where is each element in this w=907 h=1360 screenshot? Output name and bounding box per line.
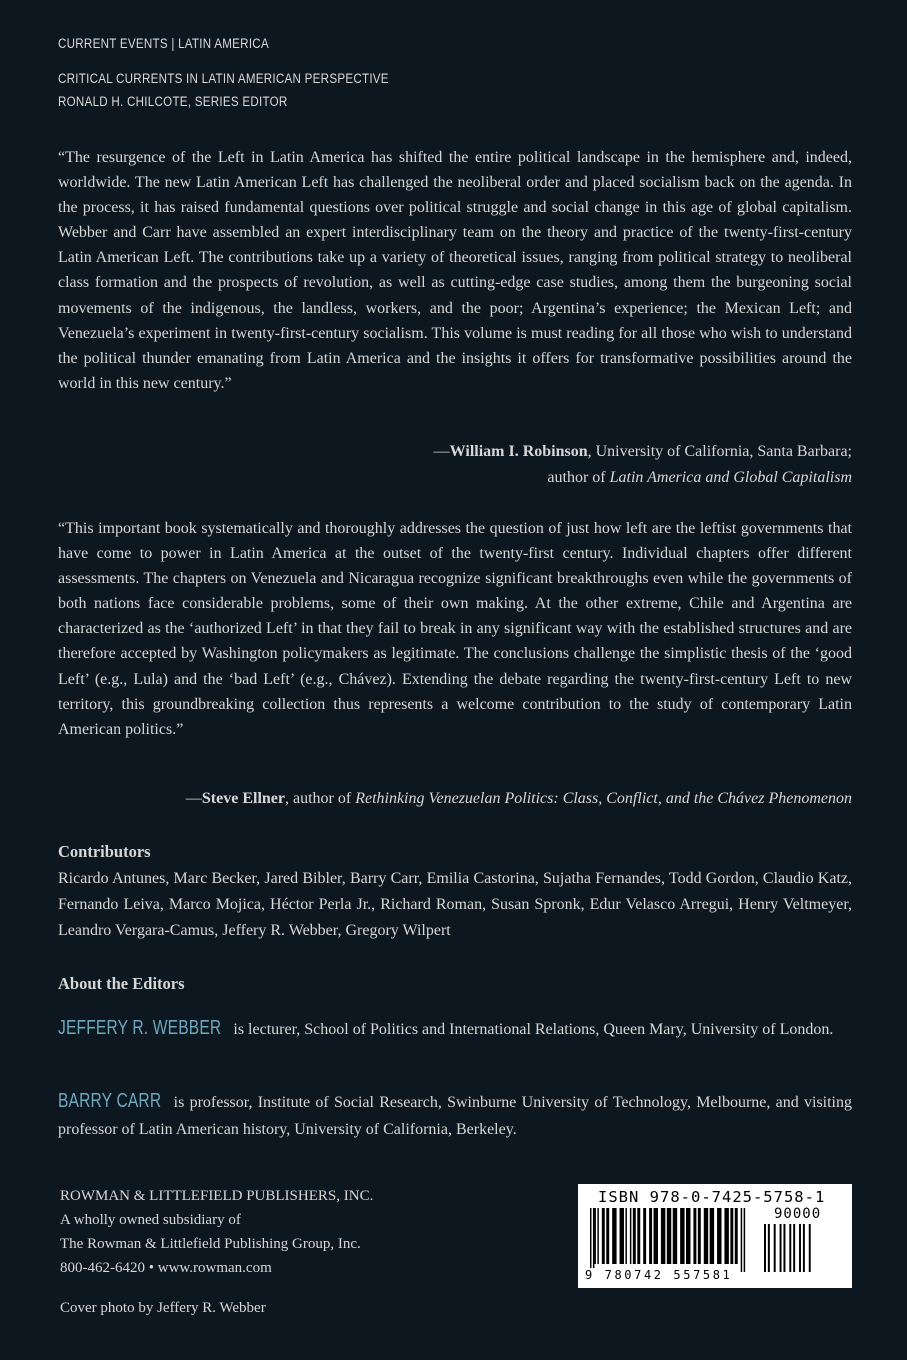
barcode-bar <box>780 1224 782 1272</box>
barcode-bar <box>698 1208 701 1264</box>
blurb-ellner-book: Rethinking Venezuelan Politics: Class, Conflict, and the Chávez Phenomenon <box>355 790 852 807</box>
blurb-ellner: “This important book systematically and thoroughly addresses the question of just how left are the leftist governments that have come to power in Latin America at the outset of the twenty-first century. Individual chapters offer different assessments. The chapters on Venezuela and Nicaragua recognize significant breakthroughs even while the governments of both nations face considerable problems, some of their own making. At the other extreme, Chile and Argentina are characterized as the ‘authorized Left’ in that they fail to break in any significant way with the established structures and are therefore accepted by Washington policymakers as legitimate. The conclusions challenge the simplistic thesis of the ‘good Left’ (e.g., Lula) and the ‘bad Left’ (e.g., Chávez). Extending the debate regarding the twenty-first-century Left to new territory, this groundbreaking collection thus represents a welcome contribution to the study of contemporary Latin American politics.” <box>58 520 852 738</box>
barcode-bar <box>724 1208 728 1264</box>
editor-webber <box>58 1015 852 1043</box>
barcode-bar <box>717 1208 721 1264</box>
barcode-bar <box>606 1208 609 1264</box>
blurb-ellner-attribution: —Steve Ellner, author of Rethinking Venezuelan Politics: Class, Conflict, and the Chávez Phenomenon <box>185 790 852 807</box>
addon-barcode-bars <box>764 1224 836 1272</box>
editor-webber-name: JEFFERY R. WEBBER <box>58 1017 222 1039</box>
blurb-robinson-book-line: author of Latin America and Global Capitalism <box>547 469 852 486</box>
barcode-bar <box>594 1208 595 1264</box>
barcode-bar <box>803 1224 805 1272</box>
price-addon-label: 90000 <box>774 1206 822 1222</box>
series-editor: RONALD H. CHILCOTE, SERIES EDITOR <box>58 94 288 109</box>
barcode-bar <box>730 1208 733 1264</box>
barcode-bar <box>643 1208 646 1264</box>
barcode-guard-bar <box>590 1208 591 1272</box>
publisher-contact: 800-462-6420 • www.rowman.com <box>60 1260 272 1276</box>
barcode-bar <box>680 1208 684 1264</box>
barcode-bar <box>620 1208 624 1264</box>
barcode-bar <box>637 1208 640 1264</box>
barcode-bar <box>783 1224 785 1272</box>
barcode-bar <box>693 1208 696 1264</box>
barcode-bar <box>704 1208 708 1264</box>
barcode-bar <box>625 1208 626 1264</box>
barcode-bar <box>768 1224 770 1272</box>
barcode-bar <box>673 1208 677 1264</box>
barcode-guard-bar <box>593 1208 594 1272</box>
barcode-bar <box>630 1208 631 1264</box>
barcode-bar <box>809 1224 811 1272</box>
barcode-bar <box>602 1208 605 1264</box>
blurb-robinson-attribution: —William I. Robinson, University of California, Santa Barbara; <box>433 443 852 460</box>
contributors-heading: Contributors <box>58 842 151 861</box>
barcode-bar <box>649 1208 652 1264</box>
editor-carr-name: BARRY CARR <box>58 1090 162 1112</box>
cover-photo-credit: Cover photo by Jeffery R. Webber <box>60 1300 266 1316</box>
barcode-bar <box>597 1208 598 1264</box>
isbn-barcode <box>578 1184 852 1288</box>
publisher-info <box>60 1184 373 1280</box>
publisher-subsidiary: A wholly owned subsidiary of <box>60 1212 241 1228</box>
isbn-label: ISBN 978-0-7425-5758-1 <box>598 1188 826 1206</box>
blurb-ellner-author: Steve Ellner <box>201 790 285 807</box>
blurb-robinson-book: Latin America and Global Capitalism <box>609 469 852 486</box>
barcode-bar <box>686 1208 690 1264</box>
blurb-robinson: “The resurgence of the Left in Latin America has shifted the entire political landscape in the hemisphere and, indeed, worldwide. The new Latin American Left has challenged the neoliberal order and placed socialism back on the agenda. In the process, it has raised fundamental questions over political struggle and social change in this age of global capitalism. Webber and Carr have assembled an expert interdisciplinary team on the theory and practice of the twenty-first-century Latin American Left. The contributions take up a variety of theoretical issues, ranging from political strategy to neoliberal class formation and the prospects of revolution, as well as cutting-edge case studies, among them the burgeoning social movements of the indigenous, the landless, workers, and the poor; Argentina’s experience; the Mexican Left; and Venezuela’s experiment in twenty-first-century socialism. This volume is must reading for all those who wish to understand the political thunder emanating from Latin America and the insights it offers for transformative possibilities around the world in this new century.” <box>58 149 852 392</box>
publisher-name: ROWMAN & LITTLEFIELD PUBLISHERS, INC. <box>60 1188 374 1204</box>
barcode-bar <box>667 1208 671 1264</box>
barcode-bar <box>735 1208 738 1264</box>
editor-webber-bio: is lecturer, School of Politics and International Relations, Queen Mary, University of London. <box>229 1021 834 1038</box>
series-title: CRITICAL CURRENTS IN LATIN AMERICAN PERSPECTIVE <box>58 71 389 86</box>
barcode-bar <box>793 1224 795 1272</box>
blurb-robinson-author: William I. Robinson <box>449 443 588 460</box>
barcode-bars <box>590 1208 754 1272</box>
barcode-bar <box>654 1208 658 1264</box>
barcode-bar <box>661 1208 665 1264</box>
editors-heading: About the Editors <box>58 974 185 993</box>
publisher-group: The Rowman & Littlefield Publishing Group, Inc. <box>60 1236 361 1252</box>
contributors-list: Ricardo Antunes, Marc Becker, Jared Bibler, Barry Carr, Emilia Castorina, Sujatha Fernandes, Todd Gordon, Claudio Katz, Fernando Leiva, Marco Mojica, Héctor Perla Jr., Richard Roman, Susan Spronk, Edur Velasco Arregui, Henry Veltmeyer, Leandro Vergara-Camus, Jeffery R. Webber, Gregory Wilpert <box>58 870 852 939</box>
barcode-bar <box>764 1224 766 1272</box>
category-label: CURRENT EVENTS | LATIN AMERICA <box>58 36 269 51</box>
editor-carr-bio: is professor, Institute of Social Research, Swinburne University of Technology, Melbourne, and visiting professor of Latin American history, University of California, Berkeley. <box>58 1094 852 1138</box>
barcode-bar <box>789 1224 791 1272</box>
barcode-guard-bar <box>741 1208 742 1272</box>
barcode-bar <box>799 1224 801 1272</box>
barcode-bar <box>774 1224 776 1272</box>
barcode-bar <box>612 1208 616 1264</box>
editor-carr <box>58 1088 852 1143</box>
barcode-guard-bar <box>744 1208 745 1272</box>
barcode-bar <box>633 1208 636 1264</box>
barcode-bar <box>710 1208 714 1264</box>
ean-digits: 9 780742 557581 <box>585 1268 733 1282</box>
